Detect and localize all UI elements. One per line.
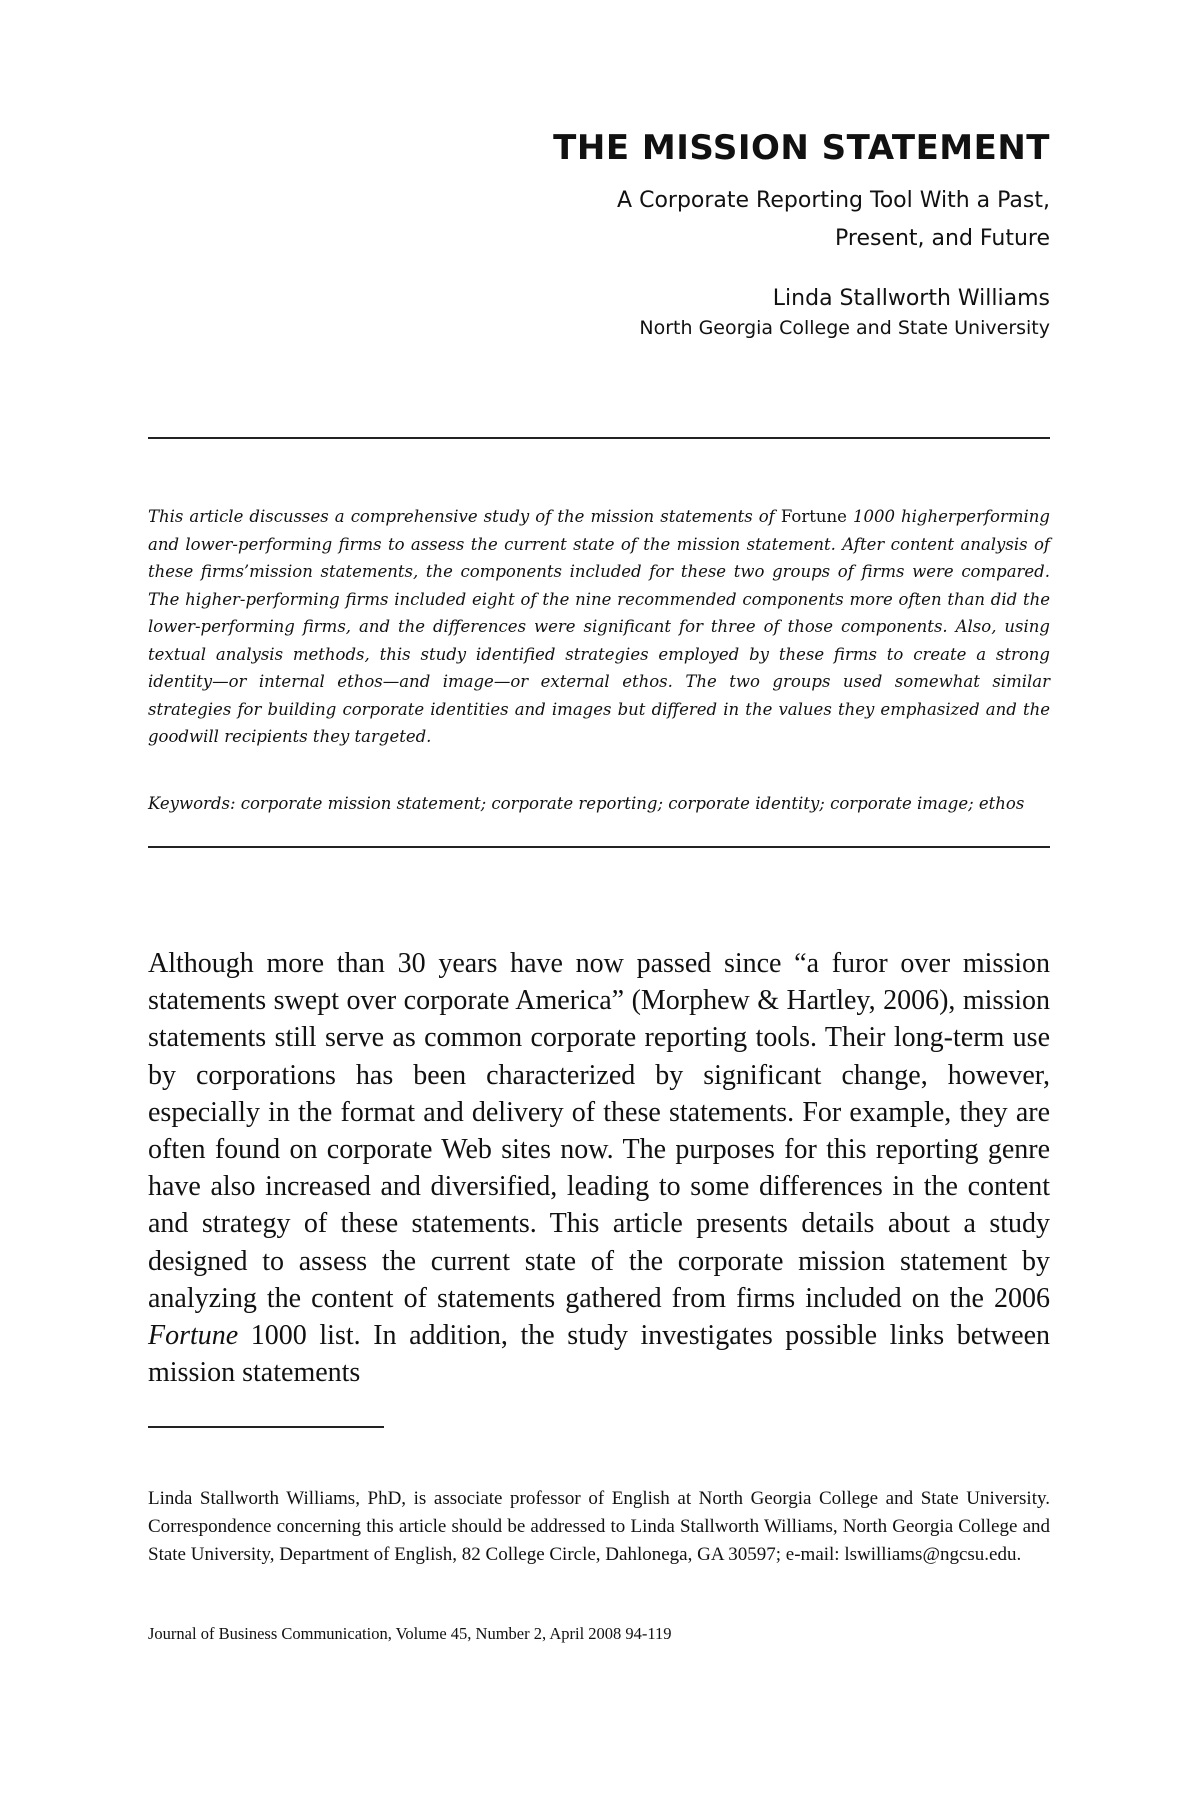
footnote-divider (148, 1426, 384, 1428)
abstract (148, 503, 1050, 751)
abstract-text-rest: 1000 higherperforming and lower-performing firms to assess the current state of the mission statement. After content analysis of these firms’mission statements, the components included for these two groups of firms were compared. The higher-performing firms included eight of the nine recommended components more often than did the lower-performing firms, and the differences were significant for three of those components. Also, using textual analysis methods, this study identified strategies employed by these firms to create a strong identity—or internal ethos—and image—or external ethos. The two groups used somewhat similar strategies for building corporate identities and images but differed in the values they emphasized and the goodwill recipients they targeted. (148, 507, 1050, 746)
abstract-text-start: This article discusses a comprehensive study of the mission statements of (148, 507, 781, 526)
author-name: Linda Stallworth Williams (772, 286, 1050, 311)
article-page (148, 0, 1050, 1800)
body-text-start: Although more than 30 years have now passed since “a furor over mission statements swept over corporate America” (Morphew & Hartley, 2006), mission statements still serve as common corporate reporting tools. Their long-term use by corporations has been characterized by significant change, however, especially in the format and delivery of these statements. For example, they are often found on corporate Web sites now. The purposes for this reporting genre have also increased and diversified, leading to some differences in the content and strategy of these statements. This article presents details about a study designed to assess the current state of the corporate mission statement by analyzing the content of statements gathered from firms included on the 2006 (148, 948, 1050, 1314)
body-fortune: Fortune (148, 1320, 239, 1352)
body-paragraph (148, 945, 1050, 1391)
subtitle-line-2: Present, and Future (835, 226, 1050, 251)
abstract-top-divider (148, 437, 1050, 439)
author-footnote: Linda Stallworth Williams, PhD, is associate professor of English at North Georgia College and State University. Correspondence concerning this article should be addressed to Linda Stallworth Williams, North Georgia College and State University, Department of English, 82 College Circle, Dahlonega, GA 30597; e-mail: lswilliams@ngcsu.edu. (148, 1488, 1050, 1565)
subtitle-line-1: A Corporate Reporting Tool With a Past, (617, 188, 1050, 213)
abstract-fortune: Fortune (780, 507, 847, 526)
abstract-bottom-divider (148, 846, 1050, 848)
body-text-rest: 1000 list. In addition, the study investigates possible links between mission statements (148, 1320, 1050, 1389)
article-title: THE MISSION STATEMENT (553, 128, 1050, 168)
keywords: Keywords: corporate mission statement; corporate reporting; corporate identity; corporate image; ethos (148, 794, 1025, 813)
title-block (148, 128, 1050, 342)
author-affiliation: North Georgia College and State University (639, 317, 1050, 339)
article-subtitle (148, 182, 1050, 258)
journal-citation: Journal of Business Communication, Volume 45, Number 2, April 2008 94-119 (148, 1624, 672, 1643)
